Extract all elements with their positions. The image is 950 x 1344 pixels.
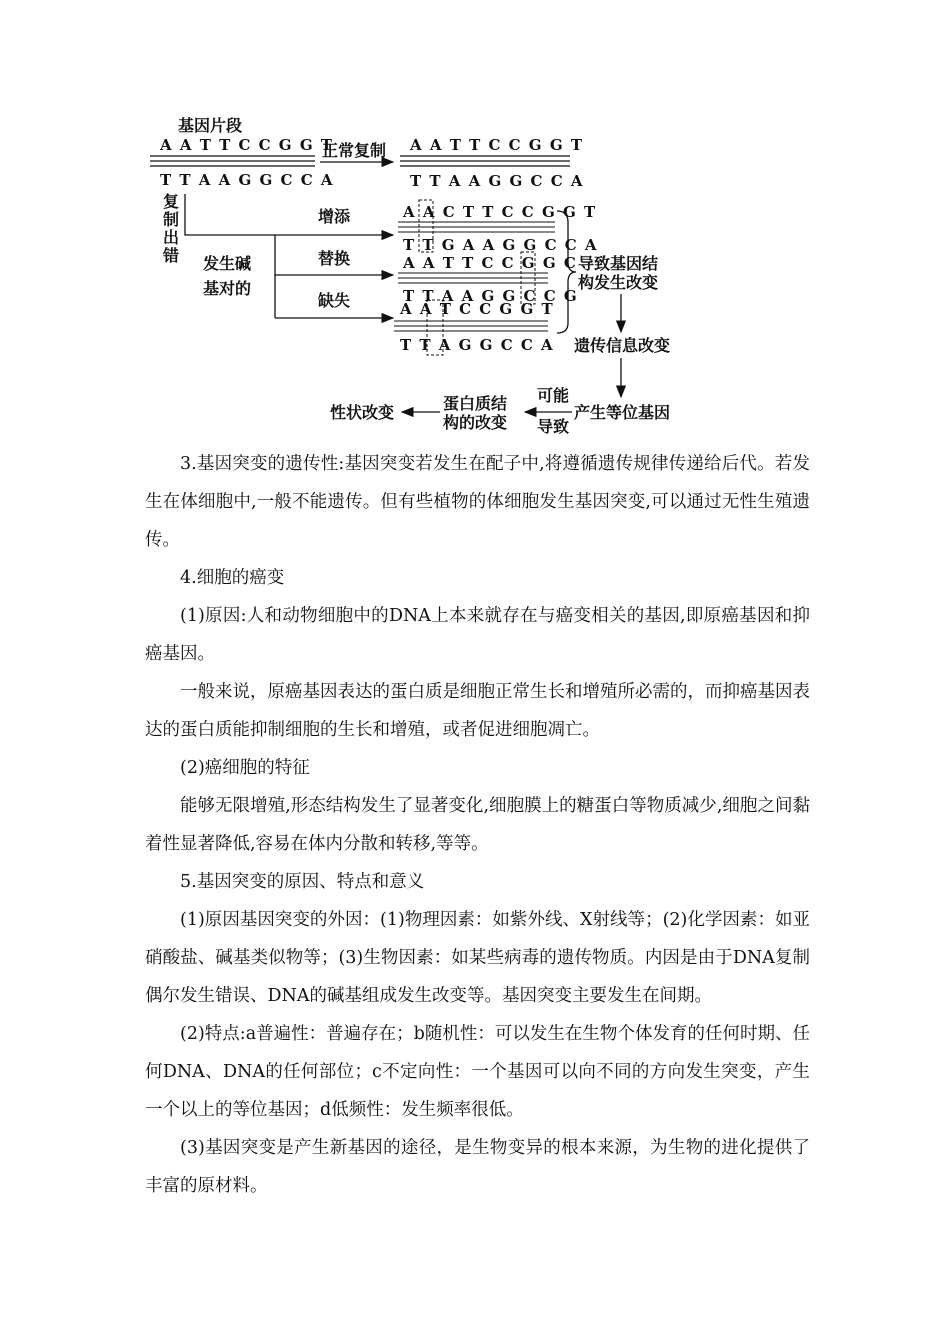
normal-top-strand: A A T T C C G G T <box>410 136 584 154</box>
original-bottom-strand: T T A A G G C C A <box>160 171 335 189</box>
normal-replication-label: 正常复制 <box>322 141 387 160</box>
trait-change: 性状改变 <box>330 403 395 422</box>
protein-change-2: 构的改变 <box>443 413 508 432</box>
paragraph-cancer-features: 能够无限增殖,形态结构发生了显著变化,细胞膜上的糖蛋白等物质减少,细胞之间黏着性显著降低,容易在体内分散和转移,等等。 <box>145 796 810 854</box>
substitution-top-strand: A A T T C C G G C <box>403 254 578 272</box>
structure-change-2: 构发生改变 <box>578 273 659 292</box>
addition-label: 增添 <box>318 207 351 226</box>
paragraph-mutation-features: (2)特点:a普遍性：普遍存在；b随机性：可以发生在生物个体发育的任何时期、任何DNA、DNA的任何部位；c不定向性：一个基因可以向不同的方向发生突变，产生一个以上的等位基因；d低频性：发生频率很低。 <box>145 1024 810 1120</box>
normal-bottom-strand: T T A A G G C C A <box>410 172 585 190</box>
heading-mutation-causes: 5.基因突变的原因、特点和意义 <box>180 872 425 892</box>
replication-error-char-3: 出 <box>163 228 180 247</box>
replication-error-char-2: 制 <box>163 210 180 229</box>
paragraph-mutation-significance: (3)基因突变是产生新基因的途径，是生物变异的根本来源，为生物的进化提供了丰富的原材料。 <box>145 1138 810 1196</box>
substitution-bottom-strand: T T A A G G C C G <box>403 287 579 305</box>
base-pair-label-2: 基对的 <box>203 279 252 298</box>
heading-canceration: 4.细胞的癌变 <box>180 568 285 588</box>
paragraph-mutation-causes: (1)原因基因突变的外因：(1)物理因素：如紫外线、X射线等；(2)化学因素：如亚硝酸盐、碱基类似物等；(3)生物因素：如某些病毒的遗传物质。内因是由于DNA复制偶尔发生错误、DNA的碱基组成发生改变等。基因突变主要发生在间期。 <box>145 910 810 1006</box>
genetic-info-change: 遗传信息改变 <box>574 336 671 355</box>
addition-bottom-strand: T T G A A G G C C A <box>403 236 599 254</box>
replication-error-char-1: 复 <box>163 192 180 211</box>
replication-error-char-4: 错 <box>163 246 180 265</box>
gene-mutation-diagram <box>0 0 950 445</box>
allele-label: 产生等位基因 <box>574 403 671 422</box>
paragraph-heritability: 3.基因突变的遗传性:基因突变若发生在配子中,将遵循遗传规律传递给后代。若发生在体细胞中,一般不能遗传。但有些植物的体细胞发生基因突变,可以通过无性生殖遗传。 <box>145 454 810 550</box>
paragraph-oncogene: 一般来说，原癌基因表达的蛋白质是细胞正常生长和增殖所必需的，而抑癌基因表达的蛋白质能抑制细胞的生长和增殖，或者促进细胞凋亡。 <box>145 682 810 740</box>
may-label: 可能 <box>537 386 570 405</box>
substitution-label: 替换 <box>318 249 351 268</box>
gene-fragment-label: 基因片段 <box>178 116 243 135</box>
lead-label: 导致 <box>537 417 570 436</box>
original-top-strand: A A T T C C G G T <box>160 136 334 154</box>
deletion-top-strand: A A T C C G G T <box>400 300 555 318</box>
deletion-bottom-strand: T T A G G C C A <box>400 336 555 354</box>
structure-change-1: 导致基因结 <box>578 254 659 273</box>
base-pair-label-1: 发生碱 <box>203 254 252 273</box>
heading-cancer-features: (2)癌细胞的特征 <box>180 758 310 778</box>
protein-change-1: 蛋白质结 <box>443 394 508 413</box>
paragraph-cause: (1)原因:人和动物细胞中的DNA上本来就存在与癌变相关的基因,即原癌基因和抑癌基因。 <box>145 606 810 664</box>
deletion-label: 缺失 <box>318 291 351 310</box>
addition-top-strand: A A C T T C C G G T <box>403 203 597 221</box>
body-text <box>145 445 810 1205</box>
